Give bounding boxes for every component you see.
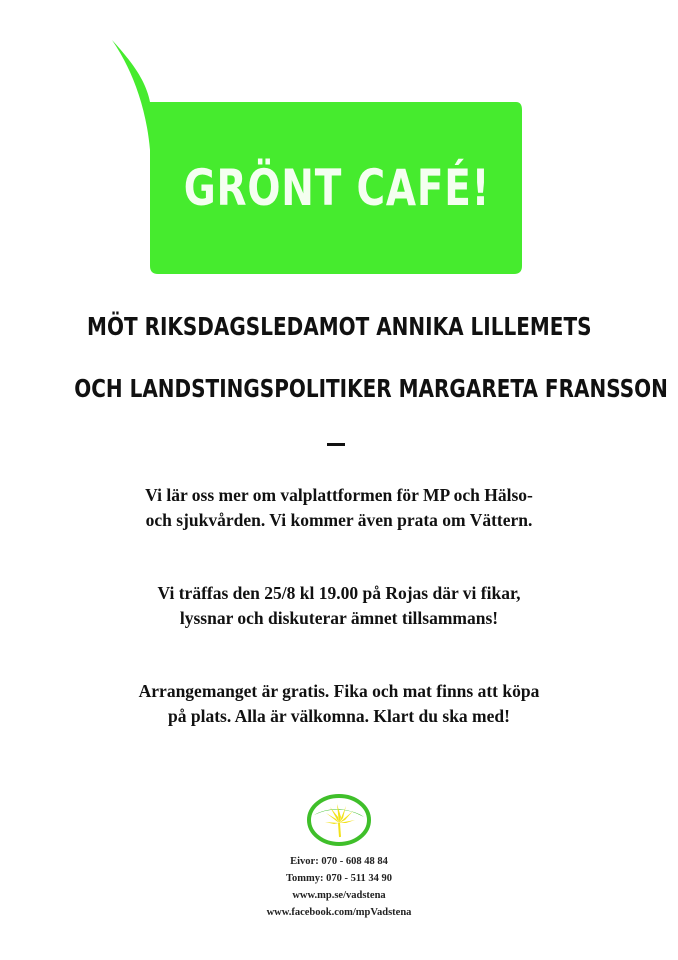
logo-graphic: [306, 793, 372, 847]
separator-dash: [327, 443, 345, 446]
contact-eivor: Eivor: 070 - 608 48 84: [290, 856, 388, 867]
headline-line-1: [0, 312, 678, 341]
paragraph-line: lyssnar och diskuterar ämnet tillsammans!: [179, 608, 499, 628]
paragraph-info: [60, 679, 618, 729]
cafe-title: GRÖNT CAFÉ!: [183, 159, 491, 217]
contact-tommy: Tommy: 070 - 511 34 90: [285, 873, 393, 884]
sunflower-party-logo-icon: [306, 793, 372, 847]
paragraph-line: Arrangemanget är gratis. Fika och mat finns att köpa: [138, 681, 540, 701]
facebook-link[interactable]: www.facebook.com/mpVadstena: [266, 907, 412, 918]
paragraph-time-place: [60, 581, 618, 631]
website-link[interactable]: www.mp.se/vadstena: [292, 890, 386, 901]
paragraph-line: på plats. Alla är välkomna. Klart du ska med!: [168, 706, 510, 726]
paragraph-line: Vi lär oss mer om valplattformen för MP och Hälso-: [145, 485, 533, 505]
paragraph-line: och sjukvården. Vi kommer även prata om Vättern.: [145, 510, 533, 530]
contact-info: [0, 853, 678, 921]
speech-bubble: [112, 40, 524, 276]
headline-line-2: [0, 374, 678, 403]
paragraph-line: Vi träffas den 25/8 kl 19.00 på Rojas där vi fikar,: [157, 583, 521, 603]
paragraph-topic: [60, 483, 618, 533]
headline-line-2-text: OCH LANDSTINGSPOLITIKER MARGARETA FRANSSON: [74, 374, 668, 403]
headline-line-1-text: MÖT RIKSDAGSLEDAMOT ANNIKA LILLEMETS: [86, 312, 592, 341]
